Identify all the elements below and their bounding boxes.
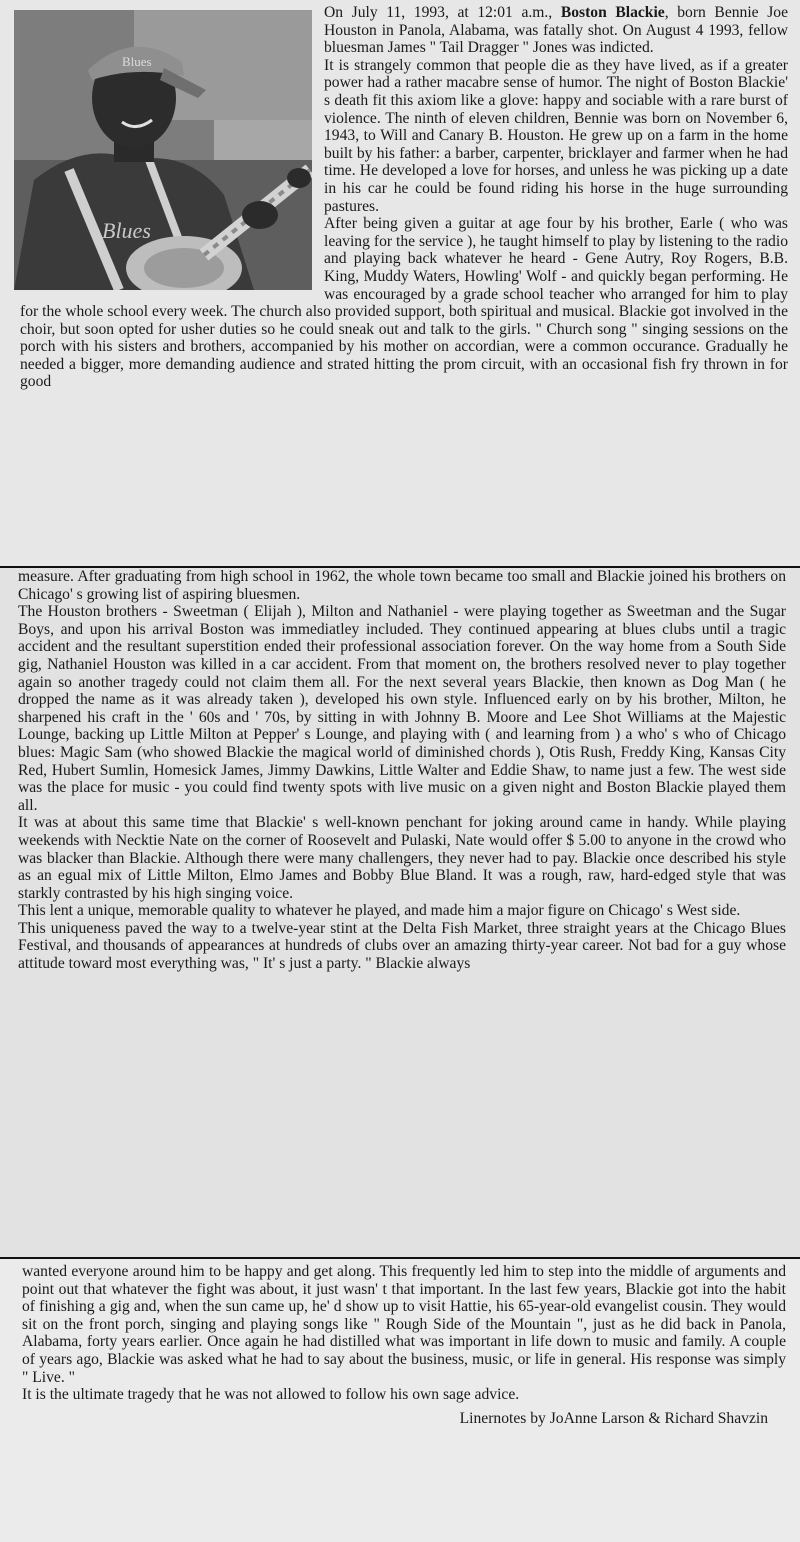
paragraph-chicago: measure. After graduating from high school in 1962, the whole town became too small and Blackie joined his brothers on Chicago' s growing list of aspiring bluesmen.: [18, 568, 786, 603]
paragraph-later-years: wanted everyone around him to be happy and get along. This frequently led him to step into the middle of arguments and point out that whatever the fight was about, it just wasn' t that important. In the last few years, Blackie got into the habit of finishing a gig and, when the sun came up, he' d show up to visit Hattie, his 65-year-old evangelist cousin. They would sit on the front porch, singing and playing songs like " Rough Side of the Mountain ", just as he did back in Panola, Alabama, forty years earlier. Once again he had distilled what was important in life down to music and family. A couple of years ago, Blackie was asked what he had to say about the business, music, or life in general. His response was simply " Live. ": [22, 1263, 786, 1386]
paragraph-brothers: The Houston brothers - Sweetman ( Elijah ), Milton and Nathaniel - were playing together as Sweetman and the Sugar Boys, and upon his arrival Boston was immediatley included. They continued appearing at blues clubs until a tragic accident and the resultant superstition ended their professional association forever. On the way home from a South Side gig, Nathaniel Houston was killed in a car accident. From that moment on, the brothers resolved never to play together again so another tragedy could not claim them all. For the next several years Blackie, then known as Dog Man ( he dropped the name as it was already taken ), developed his own style. Influenced early on by his brother, Milton, he sharpened his craft in the ' 60s and ' 70s, by sitting in with Johnny B. Moore and Lee Shot Williams at the Majestic Lounge, backing up Little Milton at Pepper' s Lounge, and playing with ( and learning from ) a who' s who of Chicago blues: Magic Sam (who showed Blackie the magical world of diminished chords ), Otis Rush, Freddy King, Kansas City Red, Hubert Sumlin, Homesick James, Jimmy Dawkins, Little Walter and Eddie Shaw, to name just a few. The west side was the place for music - you could find twenty spots with live music on a given night and Boston Blackie played them all.: [18, 603, 786, 814]
paragraph-axiom: It is strangely common that people die as they have lived, as if a greater power had a rather macabre sense of humor. The night of Boston Blackie' s death fit this axiom like a glove: happy and sociable with a rare burst of violence. The ninth of eleven children, Bennie was born on November 6, 1943, to Will and Canary B. Houston. He grew up on a farm in the home built by his father: a barber, carpenter, bricklayer and farmer when he had time. He developed a love for horses, and unless he was picking up a date in his car he could be found riding his horse in the huge surrounding pastures.: [324, 56, 788, 215]
intro-rest: , born Bennie Joe Houston in Panola, Alabama, was fatally shot. On August 4 1993, fellow bluesman James " Tail Dragger " Jones was indicted.: [324, 4, 788, 57]
liner-notes-sheet-2: [0, 568, 800, 1257]
paragraph-unique: This lent a unique, memorable quality to whatever he played, and made him a major figure on Chicago' s West side.: [18, 902, 741, 920]
intro-date: On July 11, 1993, at 12:01 a.m.,: [324, 4, 553, 21]
cap-text: Blues: [122, 54, 152, 69]
liner-notes-sheet-1: [0, 0, 800, 566]
paragraph-guitar: After being given a guitar at age four by his brother, Earle ( who was leaving for the service ), he taught himself to play by listening to the radio and playing back whatever he heard - Gene Autry, Roy Rogers, B.B. King, Muddy Waters, Howling' Wolf - and quickly began performing. He was encouraged by a grade school teacher who arranged for him to play for the whole school every week. The church also provided support, both spiritual and musical. Blackie got involved in the choir, but soon opted for usher duties so he could sneak out and talk to the girls. " Church song " singing sessions on the porch with his sisters and brothers, accompanied by his mother on accordian, were a common occurance. Gradually he needed a bigger, more demanding audience and strated hitting the prom circuit, with an occasional fish fry thrown in for good: [20, 215, 788, 391]
artist-name: Boston Blackie: [560, 4, 665, 21]
shirt-text: Blues: [102, 218, 151, 243]
musician-photo-illustration: [14, 10, 312, 290]
paragraph-career: This uniqueness paved the way to a twelve-year stint at the Delta Fish Market, three straight years at the Chicago Blues Festival, and thousands of appearances at hundreds of clubs over an amazing thirty-year career. Not bad for a guy whose attitude toward most everything was, " It' s just a party. " Blackie always: [18, 919, 786, 973]
liner-notes-credit: Linernotes by JoAnne Larson & Richard Shavzin: [459, 1409, 768, 1427]
liner-notes-sheet-3: [0, 1259, 800, 1542]
paragraph-tragedy: It is the ultimate tragedy that he was not allowed to follow his own sage advice.: [22, 1386, 520, 1404]
paragraph-joking: It was at about this same time that Blackie' s well-known penchant for joking around came in handy. While playing weekends with Necktie Nate on the corner of Roosevelt and Pulaski, Nate would offer $ 5.00 to anyone in the crowd who was blacker than Blackie. Although there were many challengers, they never had to pay. Blackie once described his style as an egual mix of Little Milton, Elmo James and Bobby Blue Bland. It was a rough, raw, hard-edged style that was starkly contrasted by his high singing voice.: [18, 814, 786, 902]
musician-photo: [14, 10, 312, 290]
